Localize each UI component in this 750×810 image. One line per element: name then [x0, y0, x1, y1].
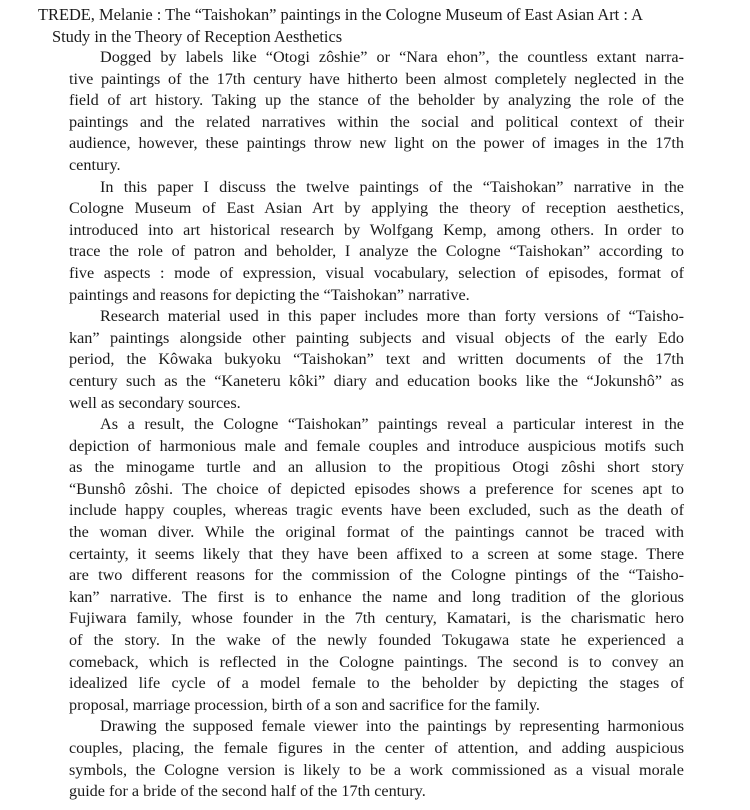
text-line: of the story. In the wake of the newly founded Tokugawa state he experienced a — [69, 631, 684, 650]
text-line: idealized life cycle of a model female to the beholder by depicting the stages of — [69, 674, 684, 693]
text-line: well as secondary sources. — [69, 393, 241, 412]
text-line: kan” narrative. The first is to enhance the name and long tradition of the glorious — [69, 587, 684, 606]
text-line: paintings and the related narratives within the social and political context of their — [69, 112, 684, 131]
text-line: Dogged by labels like “Otogi zôshie” or “Nara ehon”, the countless extant narra- — [100, 48, 684, 66]
paragraph — [69, 306, 684, 414]
text-line: Research material used in this paper includes more than forty versions of “Taisho- — [100, 307, 684, 326]
text-line: proposal, marriage procession, birth of a son and sacrifice for the family. — [69, 695, 540, 714]
text-line: five aspects : mode of expression, visual vocabulary, selection of episodes, format of — [69, 263, 684, 282]
article-title — [38, 4, 744, 47]
text-line: audience, however, these paintings throw new light on the power of images in the 17th — [69, 134, 684, 153]
text-line: include happy couples, whereas tragic events have been excluded, such as the death of — [69, 501, 684, 520]
text-line: In this paper I discuss the twelve paintings of the “Taishokan” narrative in the — [100, 177, 684, 196]
paragraph — [69, 177, 684, 307]
text-line: comeback, which is reflected in the Cologne paintings. The second is to convey an — [69, 652, 684, 671]
abstract-body — [69, 47, 684, 803]
text-line: couples, placing, the female figures in the center of attention, and adding auspicious — [69, 739, 684, 757]
text-line: the woman diver. While the original format of the paintings cannot be traced with — [69, 523, 684, 542]
paragraph — [69, 716, 684, 802]
text-line: Cologne Museum of East Asian Art by applying the theory of reception aesthetics, — [69, 199, 684, 218]
text-line: Fujiwara family, whose founder in the 7th century, Kamatari, is the charismatic hero — [69, 609, 684, 628]
text-line: are two different reasons for the commission of the Cologne pintings of the “Taisho- — [69, 566, 684, 585]
text-line: tive paintings of the 17th century have hitherto been almost completely neglected in the — [69, 69, 684, 88]
text-line: “Bunshô zôshi. The choice of depicted episodes shows a preference for scenes apt to — [69, 479, 684, 498]
text-line: Drawing the supposed female viewer into the paintings by representing harmonious — [100, 717, 684, 736]
text-line: century. — [69, 155, 121, 174]
text-line: introduced into art historical research by Wolfgang Kemp, among others. In order to — [69, 220, 684, 239]
title-line: TREDE, Melanie : The “Taishokan” paintings in the Cologne Museum of East Asian Art : A — [38, 5, 643, 24]
text-line: kan” paintings alongside other painting subjects and visual objects of the early Edo — [69, 328, 684, 347]
text-line: century such as the “Kaneteru kôki” diary and education books like the “Jokunshô” as — [69, 371, 684, 390]
text-line: paintings and reasons for depicting the “Taishokan” narrative. — [69, 285, 470, 304]
text-line: depiction of harmonious male and female couples and introduce auspicious motifs such — [69, 436, 684, 455]
text-line: period, the Kôwaka bukyoku “Taishokan” text and written documents of the 17th — [69, 350, 684, 369]
text-line: As a result, the Cologne “Taishokan” paintings reveal a particular interest in the — [100, 415, 684, 434]
text-line: trace the role of patron and beholder, I analyze the Cologne “Taishokan” according to — [69, 242, 684, 261]
paragraph — [69, 47, 684, 177]
title-line: Study in the Theory of Reception Aesthetics — [52, 26, 343, 46]
text-line: as the minogame turtle and an allusion to the propitious Otogi zôshi short story — [69, 458, 684, 477]
paragraph — [69, 414, 684, 716]
text-line: field of art history. Taking up the stance of the beholder by analyzing the role of the — [69, 91, 684, 110]
text-line: guide for a bride of the second half of the 17th century. — [69, 782, 426, 801]
text-line: certainty, it seems likely that they have been affixed to a screen at some stage. There — [69, 544, 684, 563]
text-line: symbols, the Cologne version is likely to be a work commissioned as a visual morale — [69, 760, 684, 779]
